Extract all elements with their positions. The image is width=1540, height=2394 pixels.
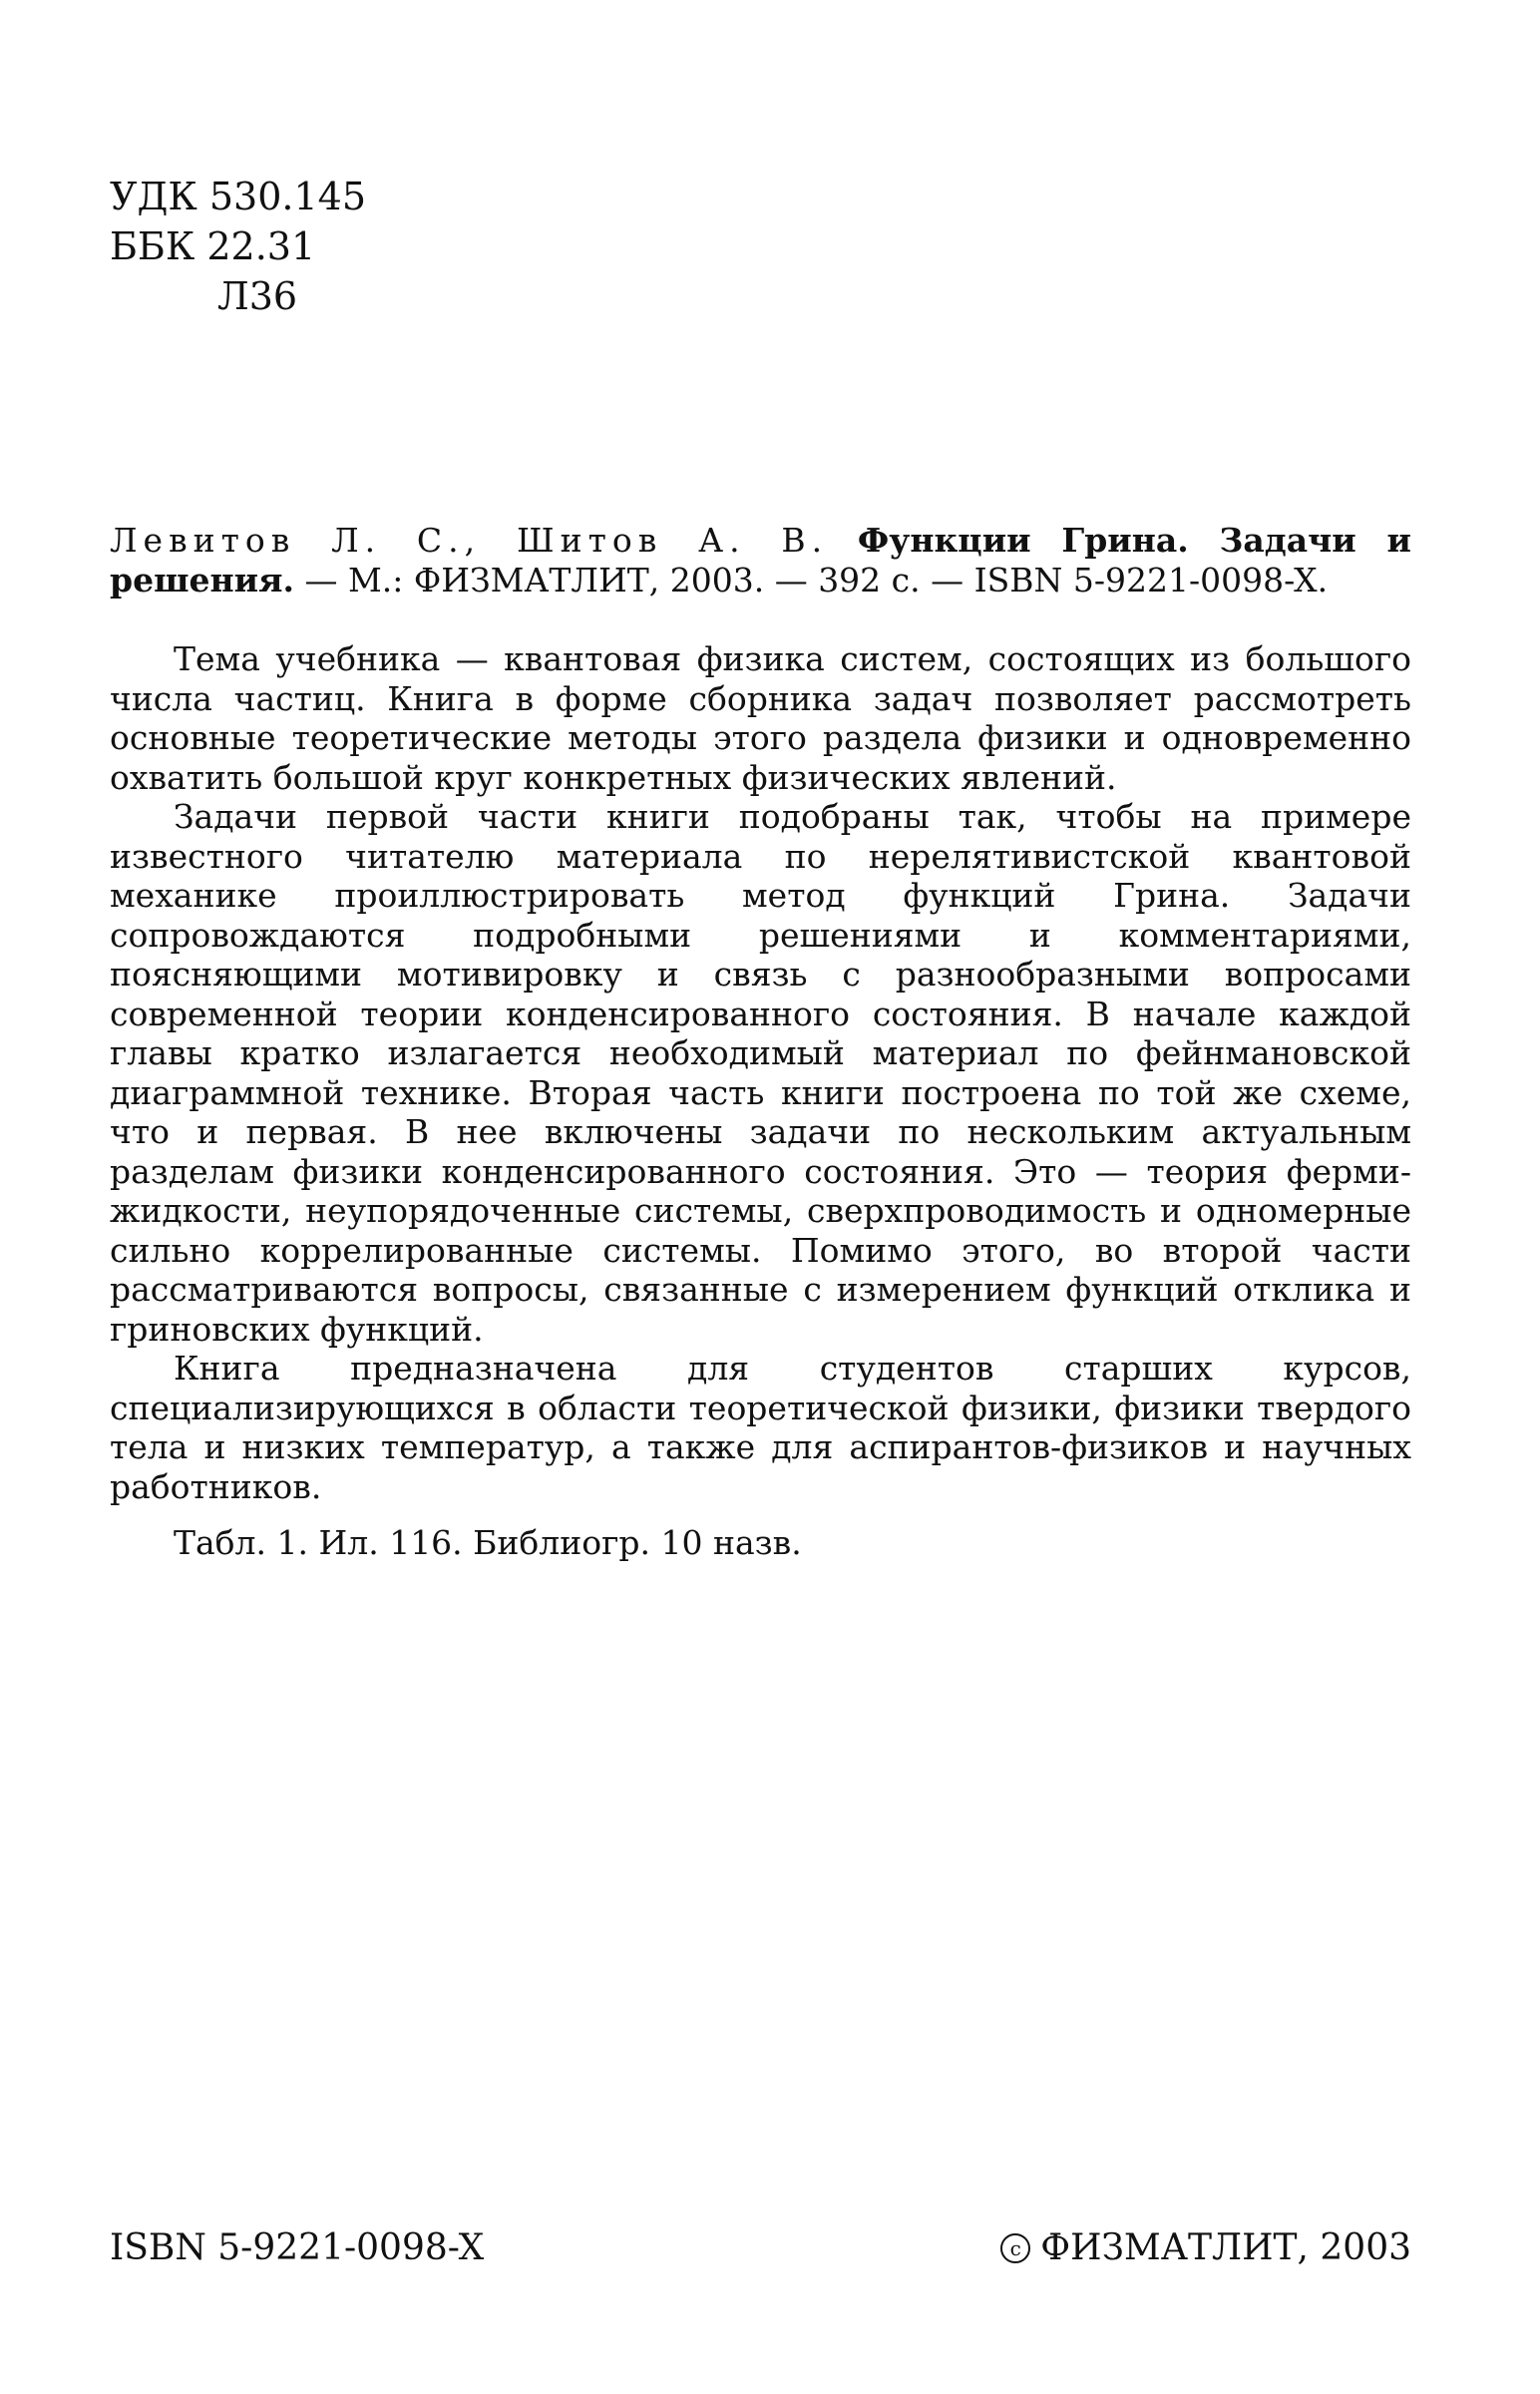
book-imprint: — М.: ФИЗМАТЛИТ, 2003. — 392 с. — ISBN 5-9221-0098-X. — [304, 560, 1329, 599]
udk-line — [110, 172, 366, 221]
bbk-value: 22.31 — [206, 224, 316, 268]
author-mark-line — [110, 271, 366, 321]
udk-label: УДК — [110, 175, 197, 218]
footer — [110, 2227, 1411, 2268]
tables-note: Табл. 1. Ил. 116. Библиогр. 10 назв. — [174, 1523, 802, 1562]
copyright-text: ФИЗМАТЛИТ, 2003 — [1040, 2227, 1411, 2268]
abstract-paragraph: Книга предназначена для студентов старших курсов, специализирующихся в области теоретической физики, физики твердого тела и низких температур, а также для аспирантов-физиков и научных работников. — [110, 1349, 1411, 1506]
copyright — [1000, 2227, 1411, 2268]
bibliographic-record — [110, 521, 1411, 599]
classification-block — [110, 172, 366, 321]
copyright-icon: c — [1000, 2233, 1030, 2263]
book-authors: Левитов Л. С., Шитов А. В. — [110, 521, 829, 560]
bbk-label: ББК — [110, 224, 195, 268]
abstract-paragraph: Задачи первой части книги подобраны так, чтобы на примере известного читателю материала по нерелятивистской квантовой механике проиллюстрировать метод функций Грина. Задачи сопровождаются подробными решениями и комментариями, поясняющими мотивировку и связь с разнообразными вопросами современной теории конденсированного состояния. В начале каждой главы кратко излагается необходимый материал по фейнмановской диаграммной технике. Вторая часть книги построена по той же схеме, что и первая. В нее включены задачи по нескольким актуальным разделам физики конденсированного состояния. Это — теория ферми-жидкости, неупорядоченные системы, сверхпроводимость и одномерные сильно коррелированные системы. Помимо этого, во второй части рассматриваются вопросы, связанные с измерением функций отклика и гриновских функций. — [110, 797, 1411, 1349]
main-content — [110, 521, 1411, 1563]
bbk-line — [110, 221, 366, 271]
udk-value: 530.145 — [208, 175, 366, 218]
book-title: Функции Грина. Задачи и решения. — [110, 521, 1412, 599]
isbn: ISBN 5-9221-0098-X — [110, 2227, 485, 2268]
abstract — [110, 639, 1411, 1563]
abstract-paragraph: Тема учебника — квантовая физика систем, состоящих из большого числа частиц. Книга в форме сборника задач позволяет рассмотреть основные теоретические методы этого раздела физики и одновременно охватить большой круг конкретных физических явлений. — [110, 639, 1411, 797]
author-mark: Л36 — [217, 274, 298, 318]
